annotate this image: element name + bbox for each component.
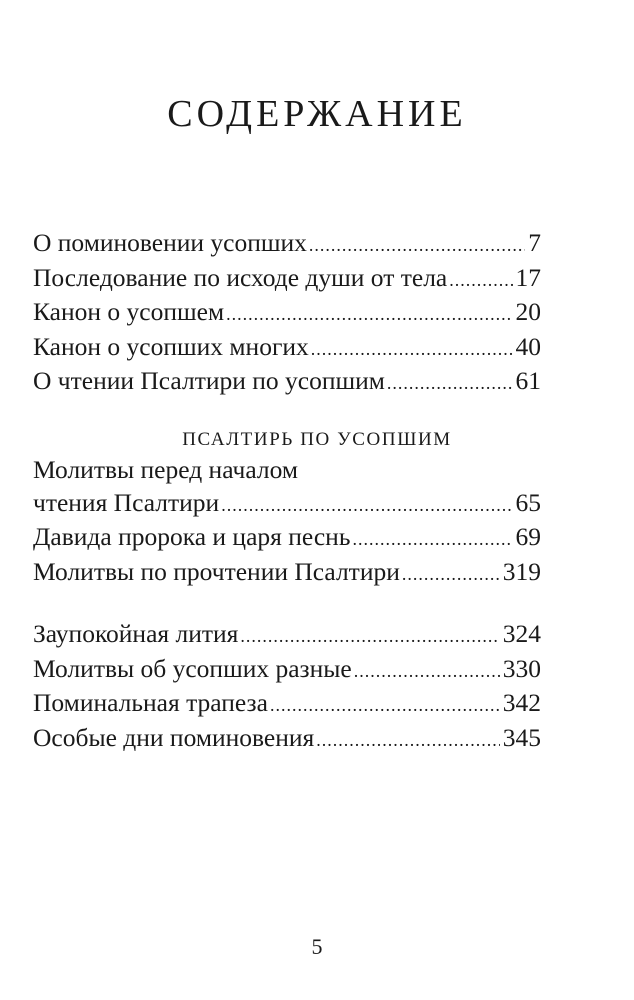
page-number: 5 [311, 934, 323, 959]
toc-entry-label: О чтении Псалтири по усопшим [33, 366, 385, 396]
toc-leader-dots [226, 298, 512, 331]
toc-entry-page: 69 [515, 522, 541, 552]
toc-entry[interactable] [33, 556, 541, 591]
toc-entry-page: 330 [502, 653, 541, 683]
toc-leader-dots [449, 264, 512, 297]
toc-leader-dots [354, 655, 500, 688]
toc-leader-dots [387, 367, 513, 400]
toc-entry[interactable] [33, 331, 541, 366]
toc-entry-label: Молитвы об усопших разные [33, 653, 352, 683]
toc-entry[interactable] [33, 653, 541, 688]
toc-entry-label: Последование по исходе души от тела [33, 262, 448, 292]
toc-entry-page: 20 [515, 297, 541, 327]
toc-entry[interactable] [33, 521, 541, 556]
toc-entry-page: 324 [502, 619, 541, 648]
toc-entry-page: 40 [515, 331, 541, 361]
toc-entry-label: Заупокойная лития [33, 619, 239, 648]
toc-leader-dots [402, 558, 500, 591]
toc-leader-dots [316, 724, 500, 757]
toc-entry-label-first-line[interactable]: Молитвы перед началом [33, 455, 298, 484]
toc-leader-dots [309, 229, 525, 262]
toc-entry-label: О поминовении усопших [33, 228, 307, 257]
toc-entry-page: 342 [502, 688, 541, 718]
toc-entry[interactable] [33, 487, 541, 522]
toc-entry-label: чтения Псалтири [33, 487, 220, 517]
toc-leader-dots [311, 333, 513, 366]
toc-leader-dots [270, 689, 500, 722]
toc-entry[interactable] [33, 618, 541, 653]
toc-leader-dots [240, 620, 499, 653]
toc-entry-label: Давида пророка и царя песнь [33, 522, 351, 552]
toc-entry-page: 17 [515, 262, 541, 292]
toc-group-1 [33, 227, 541, 400]
page-title: СОДЕРЖАНИЕ [167, 93, 467, 135]
toc-entry-label: Канон о усопшем [33, 297, 225, 327]
toc-entry-label: Особые дни поминовения [33, 722, 315, 752]
toc-entry[interactable] [33, 722, 541, 757]
toc-entry[interactable] [33, 687, 541, 722]
toc-leader-dots [221, 489, 512, 522]
toc-group-2 [33, 454, 541, 590]
toc-entry-page: 65 [515, 487, 541, 517]
toc-entry-page: 7 [528, 228, 541, 257]
toc-entry-page: 345 [502, 722, 541, 752]
toc-entry[interactable] [33, 296, 541, 331]
toc-entry[interactable] [33, 365, 541, 400]
toc-leader-dots [352, 523, 512, 556]
toc-entry-label: Поминальная трапеза [33, 688, 268, 718]
toc-entry-page: 61 [515, 366, 541, 396]
section-heading: ПСАЛТИРЬ ПО УСОПШИМ [182, 429, 452, 450]
toc-group-3 [33, 618, 541, 756]
toc-entry-page: 319 [502, 556, 541, 586]
toc-entry-label: Молитвы по прочтении Псалтири [33, 556, 400, 586]
toc-entry[interactable] [33, 227, 541, 262]
toc-entry[interactable] [33, 262, 541, 297]
toc-entry-label: Канон о усопших многих [33, 331, 309, 361]
